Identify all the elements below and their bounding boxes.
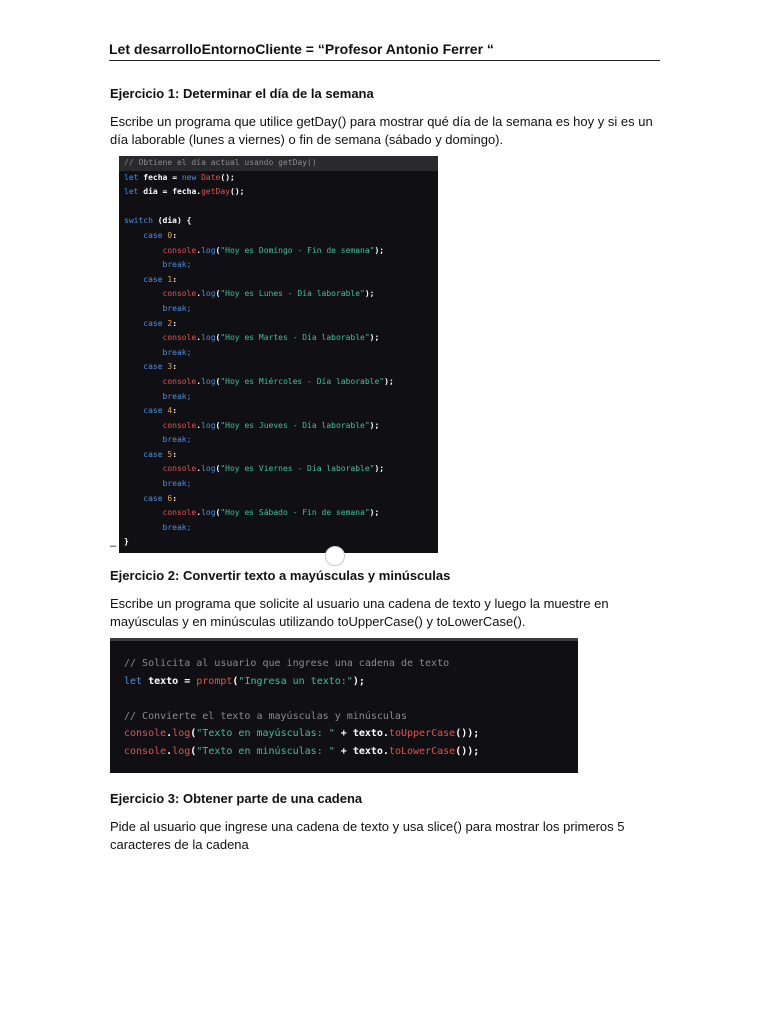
code-line-fecha: let fecha = new Date(); (124, 172, 235, 182)
code-case-break: break; (162, 479, 192, 489)
switch-cases (124, 229, 438, 535)
code-case-break: break; (162, 435, 192, 445)
code-case-label: case 0: (143, 230, 178, 240)
code2-line-prompt: let texto = prompt("Ingresa un texto:"); (124, 675, 365, 687)
scroll-indicator-icon (325, 546, 345, 566)
code-case-label: case 5: (143, 449, 178, 459)
exercise-3-title: Ejercicio 3: Obtener parte de una cadena (110, 791, 363, 806)
document-header: Let desarrolloEntornoCliente = “Profesor Antonio Ferrer “ (109, 41, 660, 61)
code-line-dia: let dia = fecha.getDay(); (124, 187, 245, 197)
code-case-label: case 4: (143, 406, 178, 416)
code-case-label: case 3: (143, 362, 178, 372)
code-case-log: console.log("Hoy es Domingo - Fin de semana"); (162, 245, 385, 255)
code2-line-upper: console.log("Texto en mayúsculas: " + texto.toUpperCase()); (124, 728, 480, 739)
code-case-log: console.log("Hoy es Jueves - Día laborable"); (162, 420, 380, 430)
code-case-break: break; (162, 260, 192, 270)
code-case-break: break; (162, 303, 192, 313)
code-case-label: case 2: (143, 318, 178, 328)
exercise-3-text: Pide al usuario que ingrese una cadena de texto y usa slice() para mostrar los primeros 5 caracteres de la cadena (110, 819, 625, 852)
code-case-log: console.log("Hoy es Sábado - Fin de semana"); (162, 508, 380, 518)
code-comment: // Obtiene el día actual usando getDay() (124, 158, 317, 167)
code-case-label: case 1: (143, 274, 178, 284)
code2-line-lower: console.log("Texto en minúsculas: " + texto.toLowerCase()); (124, 745, 480, 757)
code-case-log: console.log("Hoy es Lunes - Día laborable"); (162, 289, 375, 299)
exercise-2-title: Ejercicio 2: Convertir texto a mayúsculas y minúsculas (110, 568, 451, 583)
code-close-brace: } (124, 537, 129, 547)
code-block-2 (110, 638, 578, 773)
code-case-log: console.log("Hoy es Martes - Día laborable"); (162, 333, 380, 343)
code-case-break: break; (162, 347, 192, 357)
exercise-2-text: Escribe un programa que solicite al usuario una cadena de texto y luego la muestre en mayúsculas y en minúsculas utilizando toUpperCase() y toLowerCase(). (110, 596, 609, 629)
code2-comment-2: // Convierte el texto a mayúsculas y minúsculas (124, 710, 407, 722)
exercise-1-text: Escribe un programa que utilice getDay() para mostrar qué día de la semana es hoy y si es un día laborable (lunes a viernes) o fin de semana (sábado y domingo). (110, 114, 653, 147)
code-case-log: console.log("Hoy es Miércoles - Día laborable"); (162, 376, 394, 386)
code-case-break: break; (162, 522, 192, 532)
code-case-label: case 6: (143, 493, 178, 503)
code-case-break: break; (162, 391, 192, 401)
code2-comment-1: // Solicita al usuario que ingrese una cadena de texto (124, 658, 450, 669)
code-line-switch: switch (dia) { (124, 216, 192, 226)
code-case-log: console.log("Hoy es Viernes - Día laborable"); (162, 464, 385, 474)
stray-dash: – (110, 540, 117, 552)
exercise-1-title: Ejercicio 1: Determinar el día de la semana (110, 86, 374, 101)
code-block-1 (119, 156, 438, 553)
